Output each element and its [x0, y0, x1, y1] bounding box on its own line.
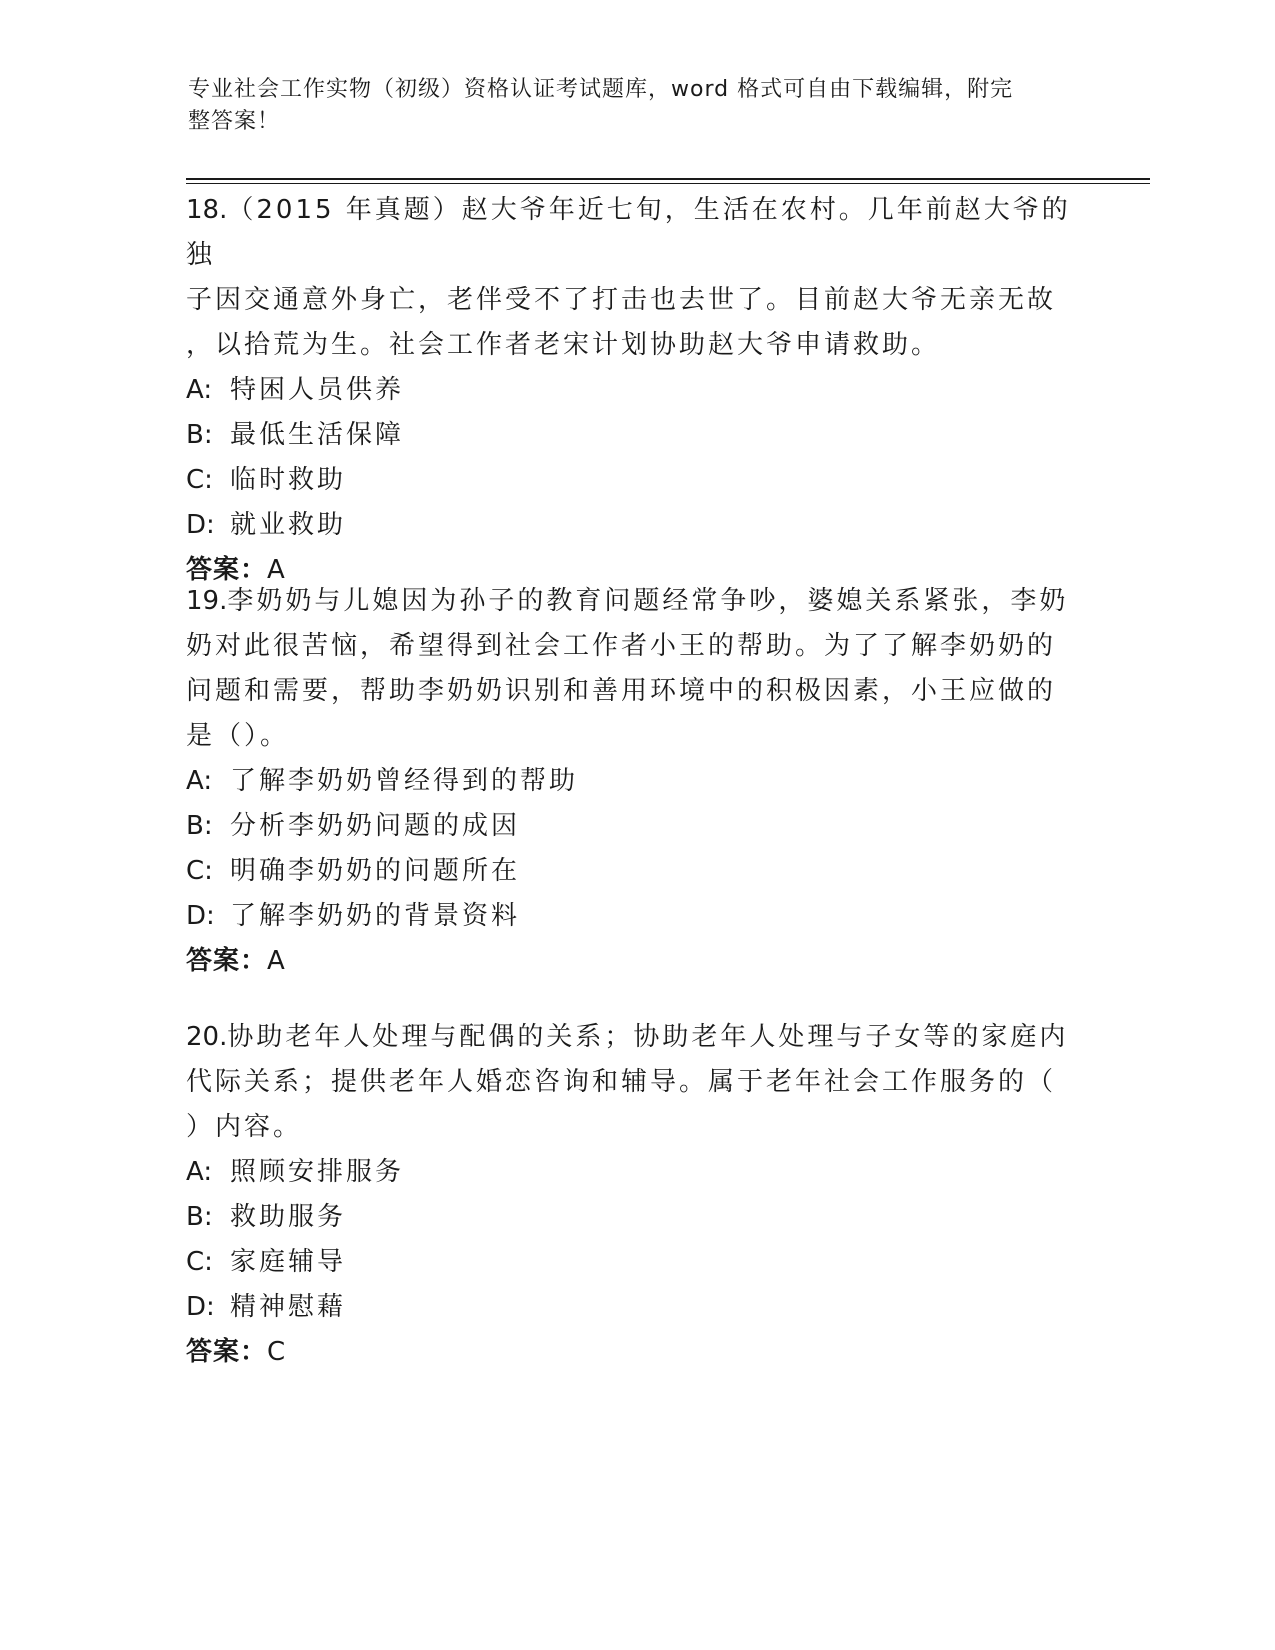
answer-label: 答案：	[186, 946, 268, 976]
option-d	[186, 1285, 1086, 1330]
question-19	[186, 579, 1086, 984]
option-c	[186, 458, 1086, 503]
question-stem-line: 子因交通意外身亡，老伴受不了打击也去世了。目前赵大爷无亲无故	[186, 285, 1057, 315]
option-a	[186, 368, 1086, 413]
header-divider-thin	[186, 183, 1150, 184]
option-text: 最低生活保障	[230, 420, 405, 450]
question-stem-line: 奶对此很苦恼，希望得到社会工作者小王的帮助。为了了解李奶奶的	[186, 631, 1057, 661]
option-text: 照顾安排服务	[230, 1157, 405, 1187]
option-key: C:	[186, 1247, 213, 1277]
question-stem-line	[186, 1015, 1086, 1060]
option-key: B:	[186, 1202, 213, 1232]
option-b	[186, 1195, 1086, 1240]
option-text: 了解李奶奶曾经得到的帮助	[230, 766, 579, 796]
answer-value: A	[267, 946, 285, 976]
option-key: B:	[186, 811, 213, 841]
option-b	[186, 804, 1086, 849]
question-stem-line: 代际关系；提供老年人婚恋咨询和辅导。属于老年社会工作服务的（	[186, 1067, 1057, 1097]
question-number: 20.	[186, 1022, 228, 1052]
option-text: 家庭辅导	[230, 1247, 347, 1277]
option-list	[186, 368, 1086, 548]
question-20	[186, 1015, 1086, 1375]
question-stem-text: 协助老年人处理与配偶的关系；协助老年人处理与子女等的家庭内	[227, 1022, 1069, 1052]
answer-value: C	[267, 1337, 286, 1367]
document-header	[188, 74, 1068, 138]
option-text: 精神慰藉	[230, 1292, 347, 1322]
option-key: B:	[186, 420, 213, 450]
question-stem-line	[186, 188, 1086, 278]
question-stem-text: 李奶奶与儿媳因为孙子的教育问题经常争吵，婆媳关系紧张，李奶	[227, 586, 1069, 616]
question-number: 19.	[186, 586, 228, 616]
option-c	[186, 1240, 1086, 1285]
option-key: C:	[186, 856, 213, 886]
option-b	[186, 413, 1086, 458]
answer-label: 答案：	[186, 1337, 268, 1367]
question-stem-line: 问题和需要，帮助李奶奶识别和善用环境中的积极因素，小王应做的	[186, 676, 1057, 706]
question-stem-line: ）内容。	[186, 1112, 303, 1142]
question-stem	[186, 1015, 1086, 1150]
question-stem-line	[186, 579, 1086, 624]
question-stem-text: （2015 年真题）赵大爷年近七旬，生活在农村。几年前赵大爷的独	[186, 195, 1071, 270]
question-18	[186, 188, 1086, 593]
option-list	[186, 1150, 1086, 1330]
option-a	[186, 1150, 1086, 1195]
option-d	[186, 894, 1086, 939]
option-text: 明确李奶奶的问题所在	[230, 856, 521, 886]
answer-value: A	[267, 555, 285, 585]
option-text: 特困人员供养	[230, 375, 405, 405]
option-key: A:	[186, 375, 213, 405]
question-stem-line: ，以拾荒为生。社会工作者老宋计划协助赵大爷申请救助。	[186, 330, 941, 360]
option-text: 分析李奶奶问题的成因	[230, 811, 521, 841]
option-key: D:	[186, 901, 215, 931]
header-line-1: 专业社会工作实物（初级）资格认证考试题库，word 格式可自由下载编辑，附完	[188, 77, 1014, 102]
header-line-2: 整答案！	[188, 109, 281, 134]
option-c	[186, 849, 1086, 894]
question-stem	[186, 188, 1086, 368]
option-text: 救助服务	[230, 1202, 347, 1232]
option-text: 临时救助	[230, 465, 347, 495]
answer-line	[186, 1330, 1086, 1375]
header-divider-thick	[186, 178, 1150, 180]
option-a	[186, 759, 1086, 804]
option-key: A:	[186, 766, 213, 796]
answer-line	[186, 939, 1086, 984]
option-key: A:	[186, 1157, 213, 1187]
option-list	[186, 759, 1086, 939]
option-key: D:	[186, 1292, 215, 1322]
option-text: 就业救助	[230, 510, 347, 540]
option-d	[186, 503, 1086, 548]
answer-label: 答案：	[186, 555, 268, 585]
option-key: D:	[186, 510, 215, 540]
question-number: 18.	[186, 195, 228, 225]
option-key: C:	[186, 465, 213, 495]
question-stem-line: 是（）。	[186, 721, 290, 751]
option-text: 了解李奶奶的背景资料	[230, 901, 521, 931]
question-stem	[186, 579, 1086, 759]
